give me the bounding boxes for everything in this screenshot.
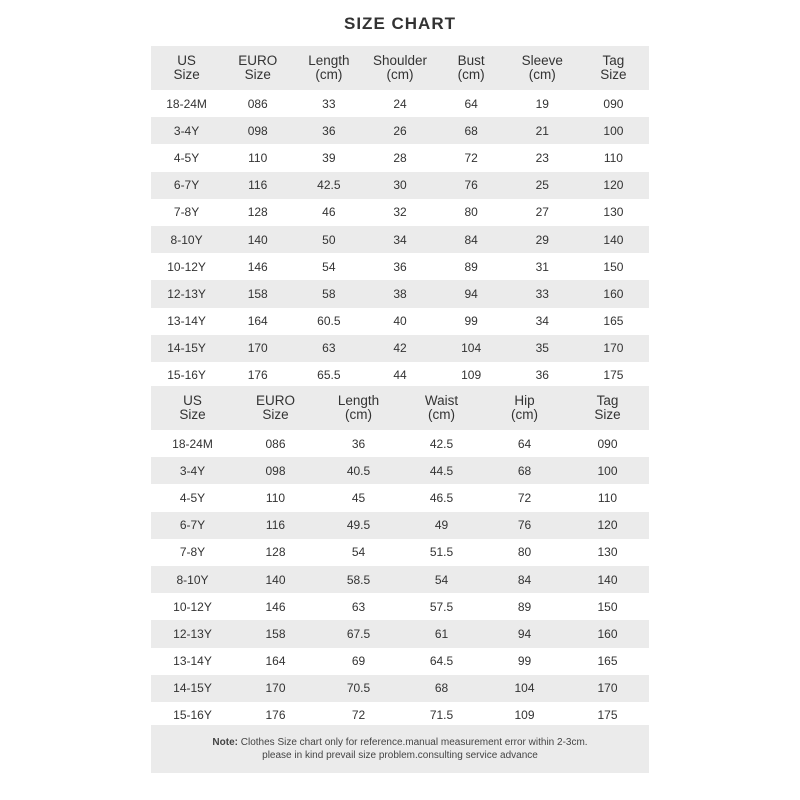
table-cell: 63: [322, 341, 336, 356]
table-cell: 63: [351, 599, 366, 614]
column-header: Waist (cm): [424, 393, 459, 422]
table-cell: 68: [434, 681, 449, 696]
bottom-size-table: [151, 386, 649, 729]
table-cell: 8-10Y: [170, 232, 203, 247]
table-cell: 146: [247, 259, 268, 274]
table-cell: 80: [464, 205, 478, 220]
table-cell: 130: [597, 545, 618, 560]
table-cell: 40: [393, 314, 407, 329]
column-header: Sleeve (cm): [521, 53, 563, 82]
table-cell: 30: [393, 178, 407, 193]
table-cell: 36: [535, 368, 549, 383]
table-cell: 67.5: [346, 626, 371, 641]
table-cell: 130: [603, 205, 624, 220]
table-cell: 44: [393, 368, 407, 383]
table-cell: 165: [603, 314, 624, 329]
table-cell: 54: [351, 545, 366, 560]
table-cell: 120: [603, 178, 624, 193]
table-cell: 32: [393, 205, 407, 220]
table-cell: 54: [322, 259, 336, 274]
table-cell: 76: [464, 178, 478, 193]
table-cell: 64: [517, 436, 532, 451]
column-header: EURO Size: [238, 53, 278, 82]
table-cell: 175: [603, 368, 624, 383]
table-cell: 54: [434, 572, 449, 587]
table-cell: 086: [247, 96, 268, 111]
table-cell: 150: [603, 259, 624, 274]
table-cell: 31: [535, 259, 549, 274]
table-cell: 164: [247, 314, 268, 329]
table-row: [151, 90, 649, 117]
table-row: [151, 484, 649, 511]
table-cell: 36: [393, 259, 407, 274]
table-cell: 38: [393, 286, 407, 301]
table-cell: 110: [265, 490, 286, 505]
table-cell: 176: [247, 368, 268, 383]
table-row: [151, 253, 649, 280]
table-row: [151, 280, 649, 307]
table-cell: 6-7Y: [179, 518, 206, 533]
table-cell: 36: [322, 123, 336, 138]
table-row: [151, 648, 649, 675]
table-header-row: [151, 46, 649, 90]
table-cell: 33: [322, 96, 336, 111]
column-header: US Size: [179, 393, 206, 422]
table-cell: 35: [535, 341, 549, 356]
table-cell: 46: [322, 205, 336, 220]
table-cell: 158: [247, 286, 268, 301]
table-cell: 100: [603, 123, 624, 138]
table-cell: 18-24M: [172, 436, 213, 451]
table-cell: 160: [597, 626, 618, 641]
table-cell: 72: [351, 708, 366, 723]
table-cell: 086: [265, 436, 286, 451]
table-cell: 8-10Y: [176, 572, 209, 587]
table-row: [151, 620, 649, 647]
table-cell: 158: [265, 626, 286, 641]
column-header: Tag Size: [600, 53, 627, 82]
table-cell: 140: [265, 572, 286, 587]
table-cell: 61: [434, 626, 449, 641]
table-cell: 99: [464, 314, 478, 329]
table-cell: 76: [517, 518, 532, 533]
table-cell: 33: [535, 286, 549, 301]
table-cell: 46.5: [429, 490, 454, 505]
table-cell: 42.5: [429, 436, 454, 451]
table-cell: 44.5: [429, 463, 454, 478]
table-row: [151, 362, 649, 389]
table-cell: 45: [351, 490, 366, 505]
table-row: [151, 335, 649, 362]
table-cell: 14-15Y: [167, 341, 206, 356]
table-cell: 50: [322, 232, 336, 247]
table-row: [151, 172, 649, 199]
note-line-2: please in kind prevail size problem.consulting service advance: [262, 750, 538, 761]
note-text-1: Clothes Size chart only for reference.manual measurement error within 2-3cm.: [237, 737, 588, 748]
table-cell: 170: [247, 341, 268, 356]
table-cell: 94: [464, 286, 478, 301]
note-line-1: [151, 736, 649, 749]
table-cell: 14-15Y: [173, 681, 212, 696]
table-cell: 170: [597, 681, 618, 696]
table-row: [151, 117, 649, 144]
table-cell: 29: [535, 232, 549, 247]
table-cell: 64.5: [429, 654, 454, 669]
table-cell: 13-14Y: [167, 314, 206, 329]
table-row: [151, 593, 649, 620]
top-size-table: [151, 46, 649, 389]
table-cell: 15-16Y: [167, 368, 206, 383]
table-cell: 116: [248, 178, 268, 193]
note-box: [151, 725, 649, 773]
table-row: [151, 566, 649, 593]
table-cell: 15-16Y: [173, 708, 212, 723]
table-cell: 128: [247, 205, 268, 220]
table-cell: 99: [517, 654, 532, 669]
table-cell: 140: [603, 232, 624, 247]
table-cell: 10-12Y: [167, 259, 206, 274]
table-cell: 72: [464, 150, 478, 165]
table-cell: 68: [517, 463, 532, 478]
table-cell: 69: [351, 654, 366, 669]
table-cell: 3-4Y: [179, 463, 206, 478]
table-row: [151, 199, 649, 226]
table-cell: 40.5: [346, 463, 371, 478]
table-cell: 68: [464, 123, 478, 138]
table-cell: 18-24M: [166, 96, 207, 111]
table-row: [151, 308, 649, 335]
table-cell: 170: [603, 341, 624, 356]
table-cell: 090: [597, 436, 618, 451]
column-header: Bust (cm): [457, 53, 485, 82]
table-cell: 42: [393, 341, 407, 356]
column-header: US Size: [173, 53, 200, 82]
table-cell: 140: [597, 572, 618, 587]
table-cell: 116: [265, 518, 286, 533]
table-cell: 110: [597, 490, 618, 505]
table-header-row: [151, 386, 649, 430]
table-cell: 7-8Y: [179, 545, 206, 560]
table-cell: 098: [247, 123, 268, 138]
page-title: SIZE CHART: [344, 14, 456, 33]
table-row: [151, 430, 649, 457]
table-cell: 13-14Y: [173, 654, 212, 669]
table-cell: 84: [517, 572, 532, 587]
table-cell: 70.5: [346, 681, 371, 696]
table-cell: 4-5Y: [173, 150, 200, 165]
column-header: Tag Size: [594, 393, 621, 422]
table-cell: 12-13Y: [167, 286, 206, 301]
table-cell: 160: [603, 286, 624, 301]
table-cell: 26: [393, 123, 407, 138]
note-label: Note:: [212, 737, 238, 748]
table-cell: 64: [464, 96, 478, 111]
table-cell: 34: [535, 314, 549, 329]
table-cell: 24: [393, 96, 407, 111]
table-cell: 51.5: [429, 545, 454, 560]
table-row: [151, 457, 649, 484]
column-header: Length (cm): [308, 53, 350, 82]
table-cell: 60.5: [317, 314, 341, 329]
table-row: [151, 539, 649, 566]
table-cell: 176: [265, 708, 286, 723]
table-cell: 6-7Y: [173, 178, 200, 193]
table-cell: 42.5: [317, 178, 341, 193]
table-cell: 165: [597, 654, 618, 669]
table-cell: 36: [351, 436, 366, 451]
table-cell: 175: [597, 708, 618, 723]
table-cell: 71.5: [429, 708, 454, 723]
table-cell: 3-4Y: [173, 123, 200, 138]
table-cell: 21: [535, 123, 549, 138]
table-cell: 12-13Y: [173, 626, 212, 641]
table-cell: 128: [265, 545, 286, 560]
table-cell: 34: [393, 232, 407, 247]
table-cell: 110: [248, 150, 268, 165]
table-cell: 10-12Y: [173, 599, 212, 614]
table-cell: 80: [517, 545, 532, 560]
column-header: Length (cm): [337, 393, 380, 422]
table-cell: 104: [514, 681, 535, 696]
table-cell: 23: [535, 150, 549, 165]
table-cell: 94: [517, 626, 532, 641]
table-cell: 7-8Y: [173, 205, 200, 220]
table-cell: 58.5: [346, 572, 371, 587]
table-cell: 72: [517, 490, 532, 505]
table-cell: 100: [597, 463, 618, 478]
table-cell: 89: [517, 599, 532, 614]
table-cell: 49.5: [346, 518, 371, 533]
table-cell: 146: [265, 599, 286, 614]
table-cell: 49: [434, 518, 449, 533]
table-cell: 84: [464, 232, 478, 247]
column-header: EURO Size: [255, 393, 295, 422]
table-row: [151, 144, 649, 171]
table-cell: 150: [597, 599, 618, 614]
table-cell: 25: [535, 178, 549, 193]
table-cell: 120: [597, 518, 618, 533]
table-cell: 39: [322, 150, 336, 165]
table-cell: 4-5Y: [179, 490, 206, 505]
table-cell: 098: [265, 463, 286, 478]
column-header: Shoulder (cm): [372, 53, 428, 82]
table-cell: 19: [535, 96, 549, 111]
table-cell: 110: [603, 150, 623, 165]
table-cell: 58: [322, 286, 336, 301]
table-cell: 89: [464, 259, 478, 274]
table-cell: 104: [461, 341, 482, 356]
column-header: Hip (cm): [511, 393, 538, 422]
table-cell: 109: [514, 708, 535, 723]
table-row: [151, 226, 649, 253]
table-cell: 140: [247, 232, 268, 247]
table-cell: 164: [265, 654, 286, 669]
table-row: [151, 675, 649, 702]
table-cell: 57.5: [429, 599, 454, 614]
table-cell: 27: [535, 205, 549, 220]
table-cell: 090: [603, 96, 624, 111]
table-row: [151, 512, 649, 539]
table-cell: 170: [265, 681, 286, 696]
table-cell: 65.5: [317, 368, 341, 383]
table-cell: 109: [461, 368, 482, 383]
table-cell: 28: [393, 150, 407, 165]
